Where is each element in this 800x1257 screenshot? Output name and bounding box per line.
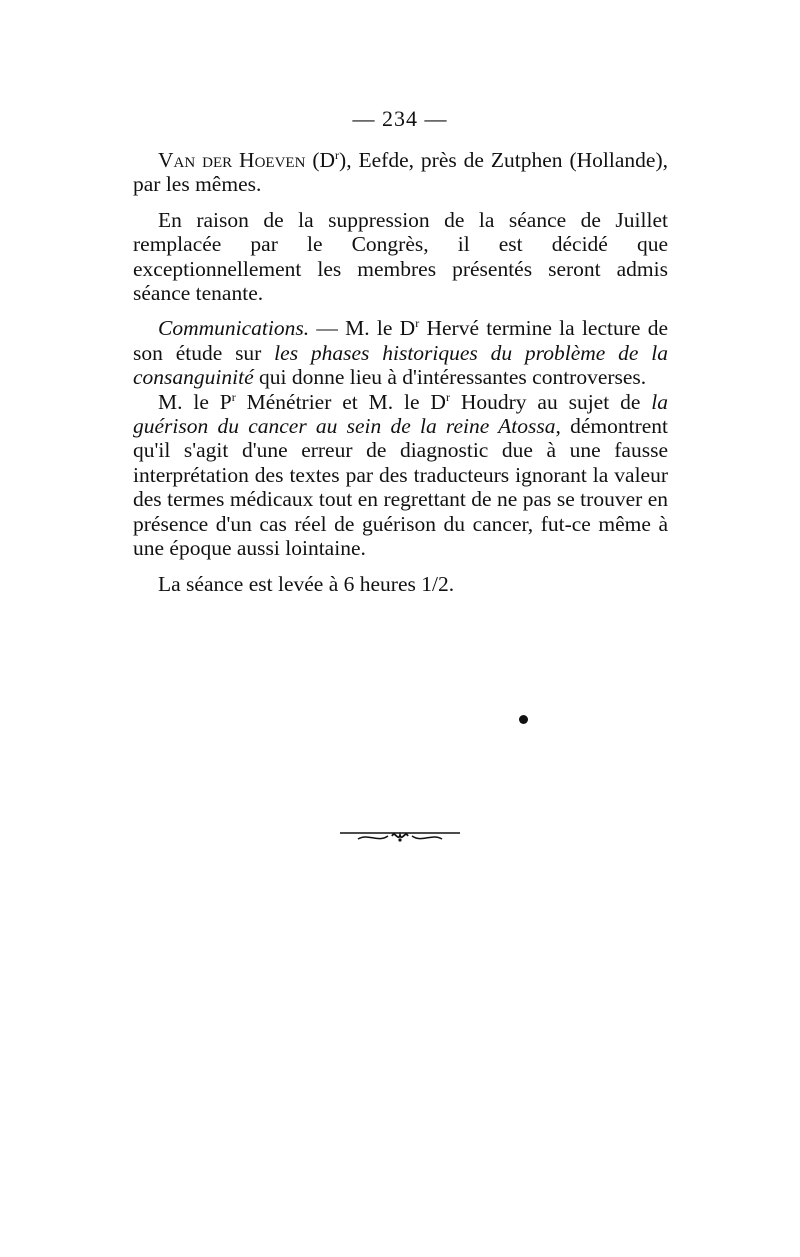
ink-dot <box>519 715 528 724</box>
paragraph-closing: La séance est levée à 6 heures 1/2. <box>158 571 455 596</box>
page-body <box>133 148 668 596</box>
page-number: — 234 — <box>352 106 448 131</box>
paragraph-menetrier <box>133 390 668 561</box>
text-segment: Houdry au sujet de <box>449 389 652 414</box>
topic-title: la guérison du cancer au sein de la reine Atossa <box>133 389 668 439</box>
fleuron-ornament <box>340 826 460 846</box>
paragraph-member-entry: Van der Hoeven $(D^r)$, Eefde, près de Zutphen (Hollande), par les mêmes. <box>133 147 668 197</box>
text-segment: Hervé termine la lecture de son étude sur <box>133 316 668 365</box>
text-segment: , démontrent qu'il s'agit d'une erreur de diagnostic due à une fausse interprétation des textes par des traducteurs ignorant la valeur des termes médicaux tout en regrettant de ne pas se trouver en présence d'un cas réel de guérison du cancer, fut-ce même à une époque aussi lointaine. <box>133 414 668 561</box>
member-name: Van der Hoeven <box>158 148 306 172</box>
text-segment: M. le P <box>158 389 232 414</box>
study-title: les phases historiques du problème de la consanguinité <box>133 340 668 390</box>
paragraph-decision: En raison de la suppression de la séance de Juillet remplacée par le Congrès, il est décidé que exceptionnellement les membres présentés seront admis séance tenante. <box>133 207 668 306</box>
title-dr: D <box>319 148 336 172</box>
paragraph-communications <box>133 316 668 389</box>
sup-r: r <box>231 389 236 404</box>
text-segment: qui donne lieu à d'intéressantes controverses. <box>253 365 647 390</box>
title-dr-sup: r <box>335 147 340 162</box>
member-address: ), Eefde, près de Zutphen (Hollande), par les mêmes. <box>133 148 668 197</box>
sup-r: r <box>445 389 450 404</box>
text-segment: Ménétrier et M. le D <box>235 389 446 414</box>
sup-r: r <box>415 316 420 331</box>
communications-heading: Communications. <box>158 316 310 341</box>
text-segment: — M. le D <box>309 316 416 341</box>
